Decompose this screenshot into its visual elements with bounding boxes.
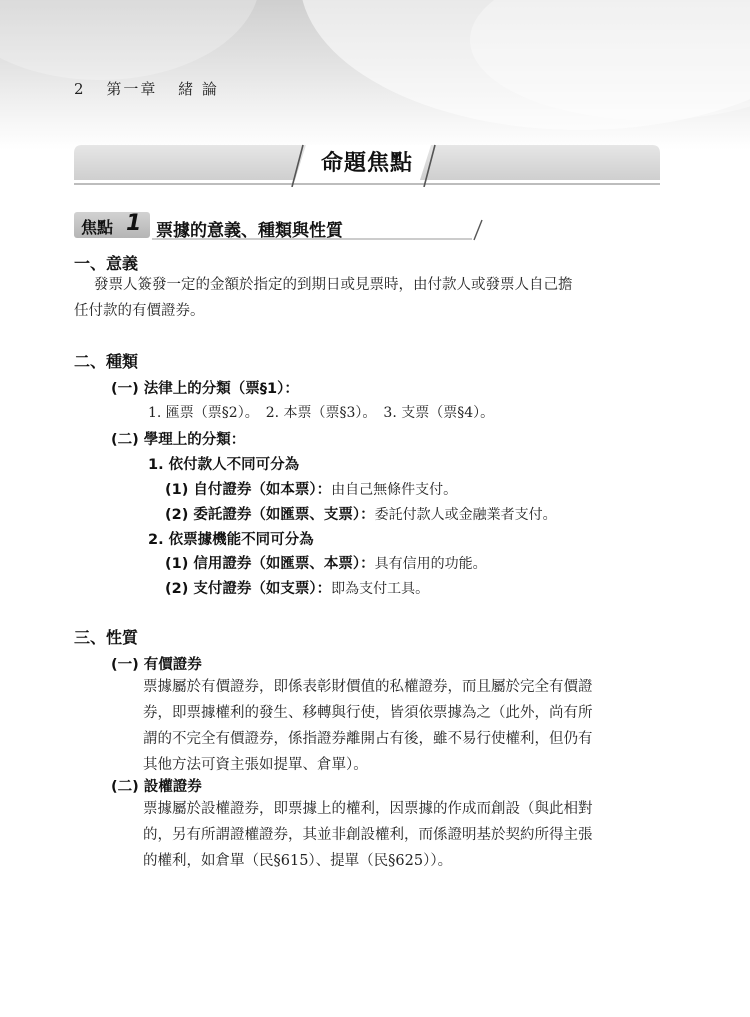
- list-item: [165, 503, 557, 524]
- item-text: 即為支付工具。: [331, 581, 430, 597]
- subheading-valuable-securities: (一) 有價證券: [111, 657, 202, 673]
- item-text: 委託付款人或金融業者支付。: [374, 507, 557, 523]
- chapter-title: 緒 論: [178, 80, 219, 98]
- valuable-securities-body: [143, 674, 593, 778]
- list-item: [165, 478, 457, 499]
- focus-badge: [74, 212, 150, 238]
- paragraph-line: 任付款的有價證券。: [74, 303, 205, 319]
- section-banner: [74, 143, 660, 187]
- banner-title: 命題焦點: [320, 151, 413, 176]
- group-heading-payer: 1. 依付款人不同可分為: [148, 457, 300, 473]
- paragraph-line: 票據屬於設權證券，即票據上的權利，因票據的作成而創設（與此相對: [143, 801, 593, 817]
- focus-heading: [74, 212, 414, 240]
- page-number: 2: [74, 80, 86, 98]
- item-label: (2) 委託證券（如匯票、支票）：: [165, 507, 375, 523]
- running-head: [74, 78, 233, 99]
- item-label: (1) 信用證券（如匯票、本票）：: [165, 556, 375, 572]
- paragraph-line: 票據屬於有價證券，即係表彰財價值的私權證券，而且屬於完全有價證: [143, 679, 593, 695]
- group-heading-function: 2. 依票據機能不同可分為: [148, 532, 314, 548]
- legal-types-list: 1. 匯票（票§2）。 2. 本票（票§3）。 3. 支票（票§4）。: [148, 405, 495, 421]
- paragraph-line: 謂的不完全有價證券，係指證券離開占有後，雖不易行使權利，但仍有: [143, 731, 593, 747]
- section-heading-meaning: 一、意義: [74, 254, 139, 273]
- section-heading-nature: 三、性質: [74, 628, 139, 647]
- header-background: [0, 0, 750, 150]
- subheading-theory: (二) 學理上的分類：: [111, 432, 246, 448]
- paragraph-line: 券，即票據權利的發生、移轉與行使，皆須依票據為之（此外，尚有所: [143, 705, 593, 721]
- paragraph-line: 的權利，如倉單（民§615）、提單（民§625））。: [143, 853, 453, 869]
- paragraph-line: 的，另有所謂證權證券，其並非創設權利，而係證明基於契約所得主張: [143, 827, 593, 843]
- list-item: [165, 577, 429, 598]
- paragraph-line: 其他方法可資主張如提單、倉單）。: [143, 757, 368, 773]
- list-item: [165, 552, 487, 573]
- creative-securities-body: [143, 796, 593, 874]
- focus-title: 票據的意義、種類與性質: [156, 221, 343, 241]
- item-label: (2) 支付證券（如支票）：: [165, 581, 332, 597]
- subheading-creative-securities: (二) 設權證券: [111, 779, 202, 795]
- focus-badge-label: 焦點: [81, 218, 114, 237]
- item-label: (1) 自付證券（如本票）：: [165, 482, 332, 498]
- paragraph-line: 發票人簽發一定的金額於指定的到期日或見票時，由付款人或發票人自己擔: [94, 277, 573, 293]
- chapter-label: 第一章: [106, 80, 158, 98]
- section1-body: [74, 272, 573, 324]
- focus-badge-number: 1: [126, 211, 142, 236]
- item-text: 由自己無條件支付。: [331, 482, 458, 498]
- item-text: 具有信用的功能。: [374, 556, 487, 572]
- subheading-legal: (一) 法律上的分類（票§1）：: [111, 381, 299, 397]
- section-heading-types: 二、種類: [74, 352, 139, 371]
